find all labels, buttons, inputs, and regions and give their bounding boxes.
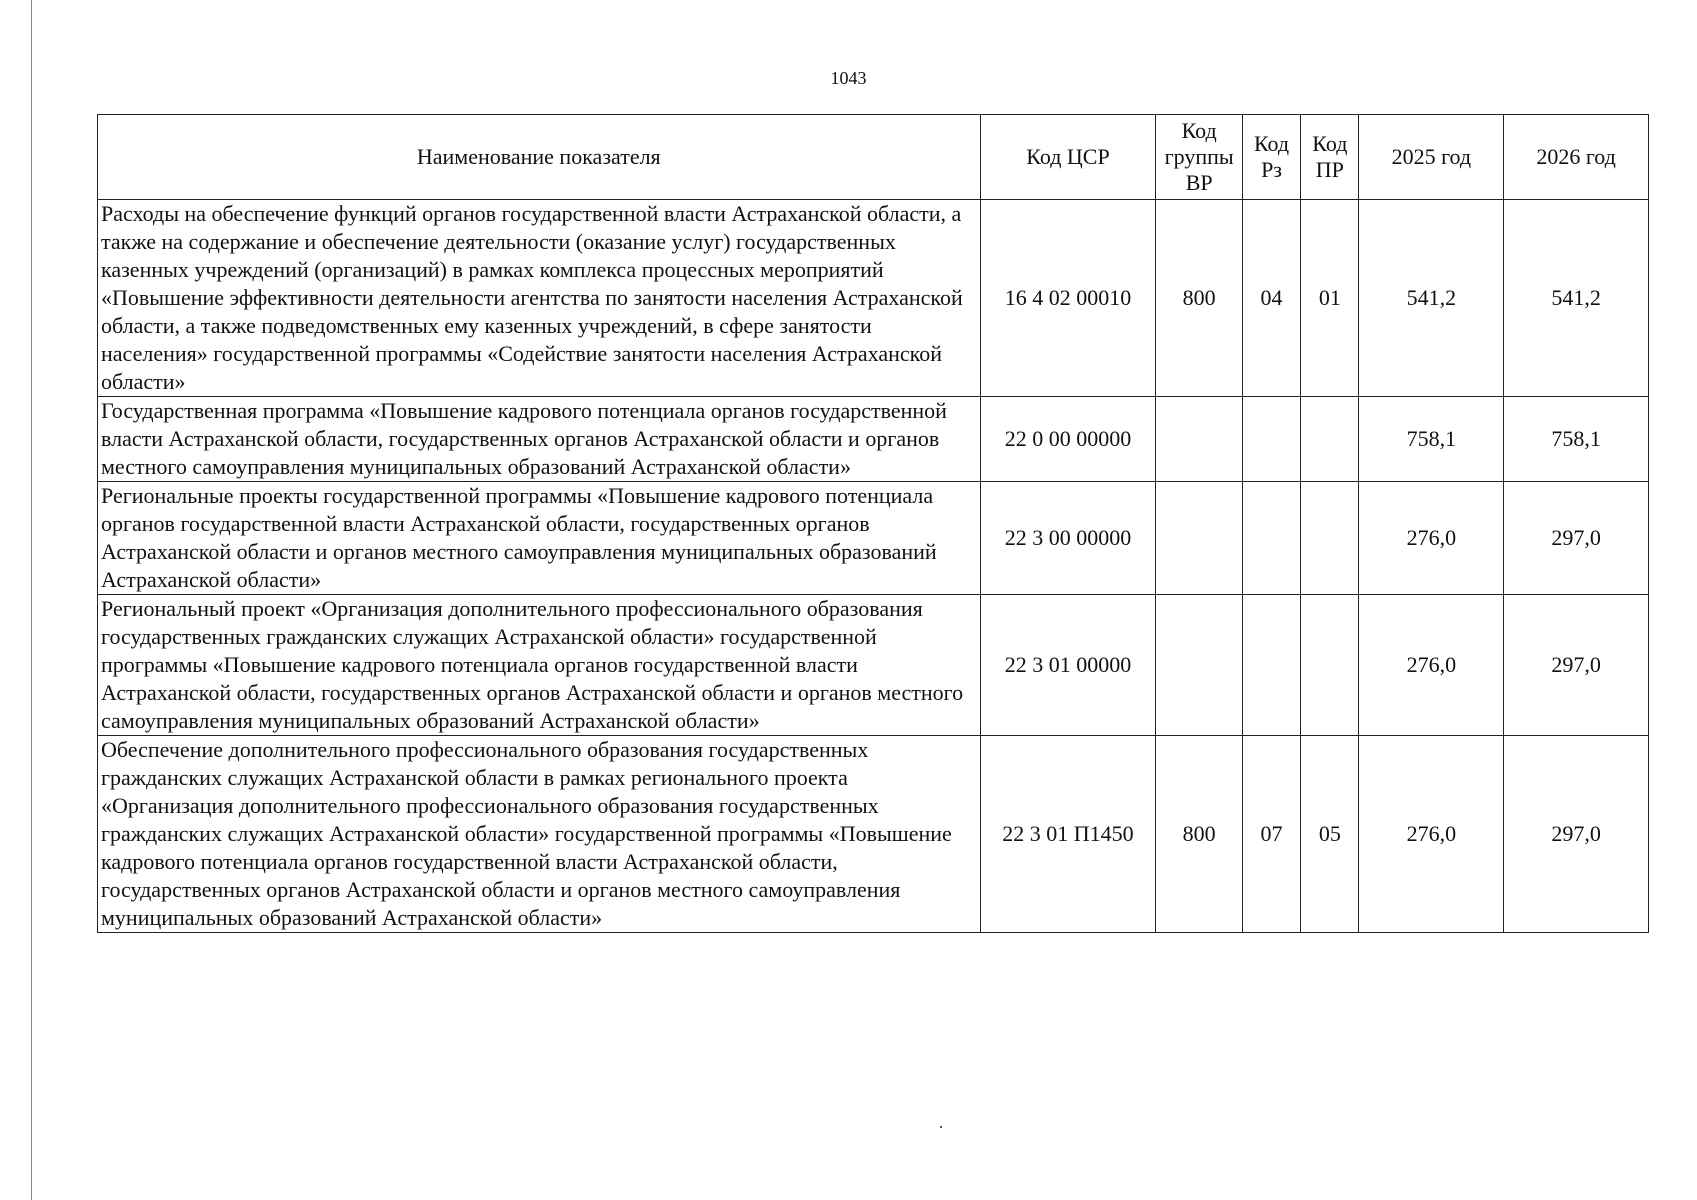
amount-2026: 297,0: [1504, 595, 1649, 736]
rz-code: 07: [1242, 736, 1300, 933]
amount-2026: 297,0: [1504, 736, 1649, 933]
scan-speck: [940, 1126, 942, 1128]
header-rz-code: Код Рз: [1242, 115, 1300, 200]
rz-code: [1242, 397, 1300, 482]
csr-code: 22 0 00 00000: [980, 397, 1156, 482]
indicator-name: Расходы на обеспечение функций органов государственной власти Астраханской области, а также на содержание и обеспечение деятельности (оказание услуг) государственных казенных учреждений (организаций) в рамках комплекса процессных мероприятий «Повышение эффективности деятельности агентства по занятости населения Астраханской области, а также подведомственных ему казенных учреждений, в сфере занятости населения» государственной программы «Содействие занятости населения Астраханской области»: [98, 200, 981, 397]
csr-code: 22 3 00 00000: [980, 482, 1156, 595]
indicator-name: Региональный проект «Организация дополнительного профессионального образования государственных гражданских служащих Астраханской области» государственной программы «Повышение кадрового потенциала органов государственной власти Астраханской области, государственных органов Астраханской области и органов местного самоуправления муниципальных образований Астраханской области»: [98, 595, 981, 736]
table-row: [98, 736, 1649, 933]
pr-code: [1301, 482, 1359, 595]
amount-2025: 276,0: [1359, 736, 1504, 933]
header-row: [98, 115, 1649, 200]
rz-code: [1242, 482, 1300, 595]
vr-code: [1156, 482, 1242, 595]
table-row: [98, 482, 1649, 595]
vr-code: 800: [1156, 200, 1242, 397]
header-year-2025: 2025 год: [1359, 115, 1504, 200]
csr-code: 22 3 01 00000: [980, 595, 1156, 736]
csr-code: 16 4 02 00010: [980, 200, 1156, 397]
pr-code: 01: [1301, 200, 1359, 397]
vr-code: [1156, 595, 1242, 736]
pr-code: [1301, 595, 1359, 736]
pr-code: [1301, 397, 1359, 482]
table-row: [98, 200, 1649, 397]
table-row: [98, 397, 1649, 482]
indicator-name: Государственная программа «Повышение кадрового потенциала органов государственной власти Астраханской области, государственных органов Астраханской области и органов местного самоуправления муниципальных образований Астраханской области»: [98, 397, 981, 482]
page-number: 1043: [830, 68, 867, 88]
header-pr-code: Код ПР: [1301, 115, 1359, 200]
csr-code: 22 3 01 П1450: [980, 736, 1156, 933]
amount-2025: 276,0: [1359, 595, 1504, 736]
rz-code: [1242, 595, 1300, 736]
indicator-name: Региональные проекты государственной программы «Повышение кадрового потенциала органов государственной власти Астраханской области, государственных органов Астраханской области и органов местного самоуправления муниципальных образований Астраханской области»: [98, 482, 981, 595]
scan-edge-line: [31, 0, 32, 1200]
amount-2025: 758,1: [1359, 397, 1504, 482]
table-row: [98, 595, 1649, 736]
header-year-2026: 2026 год: [1504, 115, 1649, 200]
header-vr-code: Код группы ВР: [1156, 115, 1242, 200]
vr-code: 800: [1156, 736, 1242, 933]
amount-2025: 541,2: [1359, 200, 1504, 397]
header-csr-code: Код ЦСР: [980, 115, 1156, 200]
budget-table: [97, 114, 1649, 933]
amount-2026: 541,2: [1504, 200, 1649, 397]
amount-2026: 297,0: [1504, 482, 1649, 595]
vr-code: [1156, 397, 1242, 482]
indicator-name: Обеспечение дополнительного профессионального образования государственных гражданских служащих Астраханской области в рамках регионального проекта «Организация дополнительного профессионального образования государственных гражданских служащих Астраханской области» государственной программы «Повышение кадрового потенциала органов государственной власти Астраханской области, государственных органов Астраханской области и органов местного самоуправления муниципальных образований Астраханской области»: [98, 736, 981, 933]
header-indicator-name: Наименование показателя: [98, 115, 981, 200]
amount-2026: 758,1: [1504, 397, 1649, 482]
amount-2025: 276,0: [1359, 482, 1504, 595]
rz-code: 04: [1242, 200, 1300, 397]
pr-code: 05: [1301, 736, 1359, 933]
